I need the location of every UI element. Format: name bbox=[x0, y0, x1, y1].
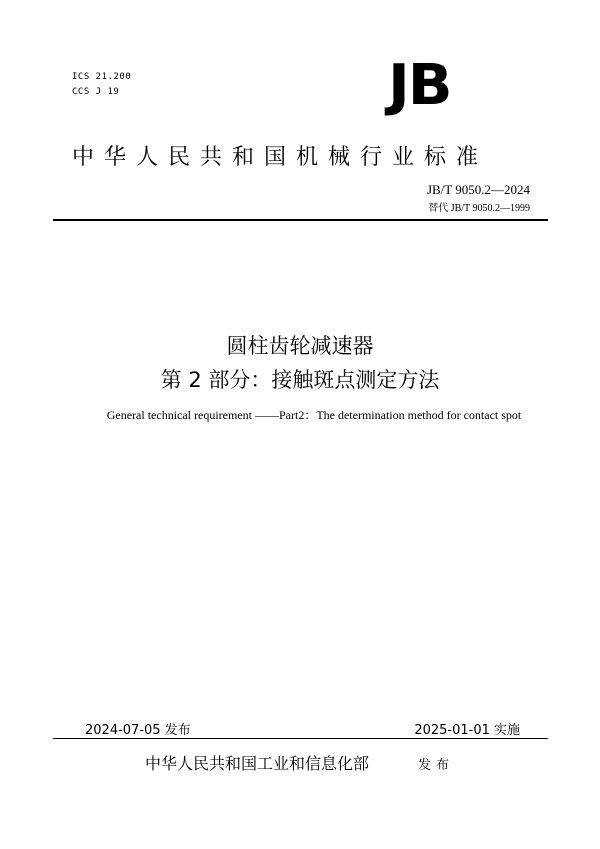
document-subtitle: 第 2 部分：接触斑点测定方法 bbox=[160, 368, 440, 392]
header-divider bbox=[53, 219, 548, 221]
issuing-authority: 中华人民共和国工业和信息化部 bbox=[145, 754, 370, 773]
document-title: 圆柱齿轮减速器 bbox=[226, 334, 374, 358]
issue-label: 发布 bbox=[418, 758, 455, 773]
ccs-code: CCS J 19 bbox=[72, 87, 120, 97]
implement-date: 2025-01-01 实施 bbox=[414, 723, 520, 738]
publish-date: 2024-07-05 发布 bbox=[85, 723, 191, 738]
jb-logo: JB bbox=[388, 53, 451, 118]
ics-code: ICS 21.200 bbox=[72, 72, 132, 82]
industry-standard-heading: 中华人民共和国机械行业标准 bbox=[72, 145, 489, 170]
replaces-standard: 替代 JB/T 9050.2—1999 bbox=[428, 203, 530, 214]
standard-number: JB/T 9050.2—2024 bbox=[426, 182, 530, 197]
english-title: General technical requirement ——Part2：The determination method for contact spot bbox=[106, 408, 522, 422]
footer-divider bbox=[53, 738, 548, 739]
